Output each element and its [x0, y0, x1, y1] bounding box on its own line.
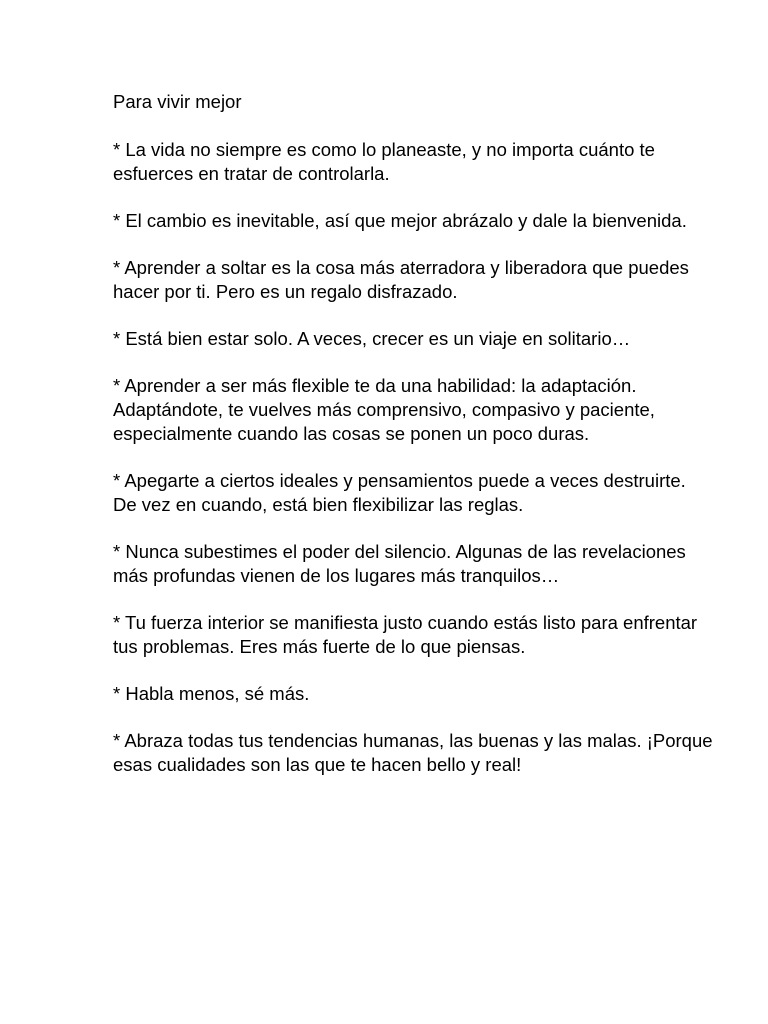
- paragraph-4: * Está bien estar solo. A veces, crecer es un viaje en solitario…: [113, 328, 631, 349]
- paragraph-5: * Aprender a ser más flexible te da una habilidad: la adaptación. Adaptándote, te vuelves más comprensivo, compasivo y paciente, especialmente cuando las cosas se ponen un poco duras.: [113, 375, 655, 444]
- paragraph-8: * Tu fuerza interior se manifiesta justo cuando estás listo para enfrentar tus problemas. Eres más fuerte de lo que piensas.: [113, 612, 698, 657]
- paragraph-7: * Nunca subestimes el poder del silencio. Algunas de las revelaciones más profundas vienen de los lugares más tranquilos…: [113, 541, 686, 586]
- paragraph-10: * Abraza todas tus tendencias humanas, las buenas y las malas. ¡Porque esas cualidades son las que te hacen bello y real!: [113, 730, 713, 775]
- document-page: [113, 90, 713, 800]
- paragraph-1: * La vida no siempre es como lo planeaste, y no importa cuánto te esfuerces en tratar de controlarla.: [113, 139, 655, 184]
- document-title: Para vivir mejor: [113, 91, 242, 112]
- paragraph-2: * El cambio es inevitable, así que mejor abrázalo y dale la bienvenida.: [113, 210, 687, 231]
- paragraph-3: * Aprender a soltar es la cosa más aterradora y liberadora que puedes hacer por ti. Pero es un regalo disfrazado.: [113, 257, 689, 302]
- paragraph-9: * Habla menos, sé más.: [113, 683, 310, 704]
- paragraph-6: * Apegarte a ciertos ideales y pensamientos puede a veces destruirte. De vez en cuando, está bien flexibilizar las reglas.: [113, 470, 686, 515]
